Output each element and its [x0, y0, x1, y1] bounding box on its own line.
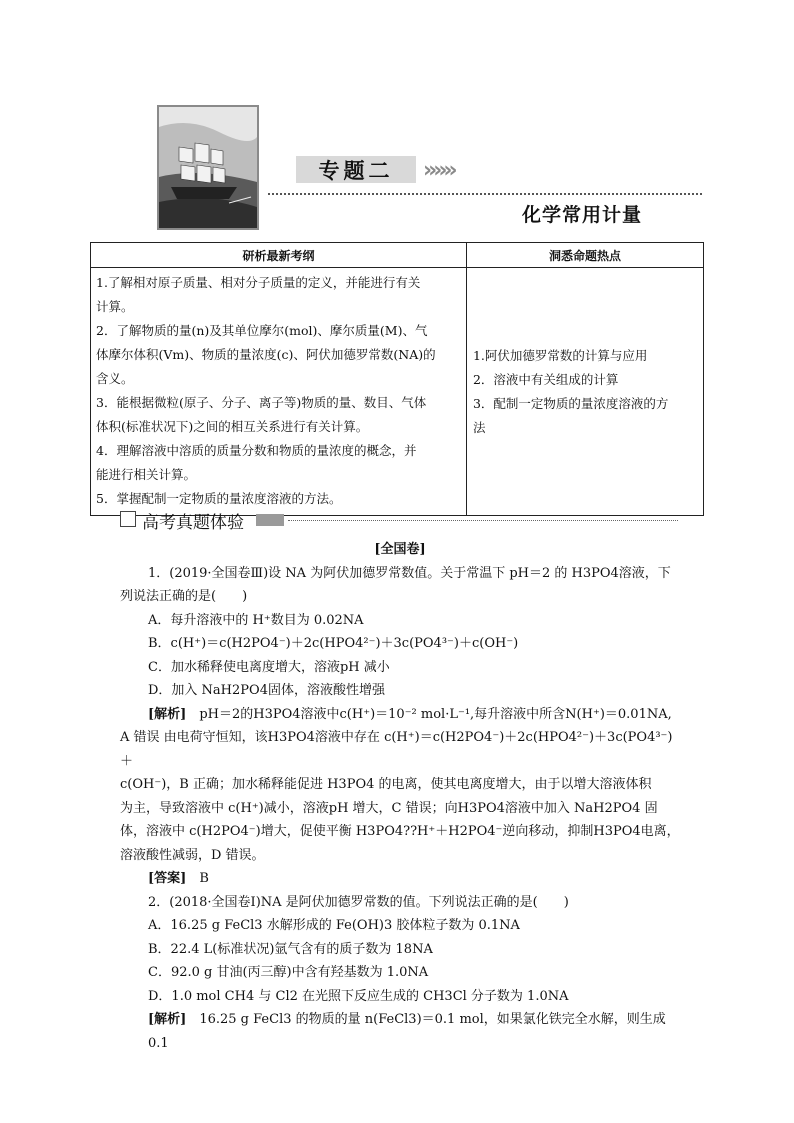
hotspot-line: 1.阿伏加德罗常数的计算与应用 — [472, 347, 648, 363]
dotted-divider — [268, 193, 702, 195]
outline-line: 计算。 — [96, 299, 134, 314]
chapter-title: 化学常用计量 — [522, 204, 643, 226]
outline-line: 含义。 — [96, 371, 134, 386]
q2-option-c: C．92.0 g 甘油(丙三醇)中含有羟基数为 1.0NA — [148, 965, 429, 980]
col-header-hotspots: 洞悉命题热点 — [466, 243, 703, 268]
q1-option-a: A．每升溶液中的 H⁺数目为 0.02NA — [148, 612, 364, 628]
q1-analysis-line: 体，溶液中 c(H2PO4⁻)增大，促使平衡 H3PO4??H⁺＋H2PO4⁻逆向移动，抑制H3PO4电离， — [120, 824, 680, 839]
q1-option-c: C．加水稀释使电离度增大，溶液pH 减小 — [148, 659, 390, 675]
q2-stem: 2．(2018·全国卷Ⅰ)NA 是阿伏加德罗常数的值。下列说法正确的是( ) — [148, 894, 569, 910]
q1-answer: [答案] B — [148, 871, 209, 886]
sailing-ship-photo — [157, 105, 259, 230]
outline-line: 3．能根据微粒(原子、分子、离子等)物质的量、数目、气体 — [96, 395, 427, 410]
analysis-tag: [解析] — [148, 706, 187, 722]
syllabus-table — [90, 242, 704, 516]
outline-line: 体积(标准状况下)之间的相互关系进行有关计算。 — [96, 419, 369, 434]
outline-line: 1.了解相对原子质量、相对分子质量的定义，并能进行有关 — [96, 275, 421, 290]
col-header-outline: 研析最新考纲 — [91, 243, 467, 268]
outline-line: 能进行相关计算。 — [96, 467, 197, 482]
q2-option-b: B．22.4 L(标准状况)氩气含有的质子数为 18NA — [148, 941, 433, 957]
q2-option-a: A．16.25 g FeCl3 水解形成的 Fe(OH)3 胶体粒子数为 0.1NA — [148, 918, 520, 933]
q1-analysis-line: 为主，导致溶液中 c(H⁺)减小，溶液pH 增大，C 错误；向H3PO4溶液中加入 NaH2PO4 固 — [120, 800, 658, 816]
q2-analysis: [解析] 16.25 g FeCl3 的物质的量 n(FeCl3)＝0.1 mol，如果氯化铁完全水解，则生成 0.1 — [148, 1012, 666, 1051]
section-accent — [256, 514, 284, 526]
outline-line: 4．理解溶液中溶质的质量分数和物质的量浓度的概念，并 — [96, 443, 417, 458]
q1-analysis-line: 溶液酸性减弱，D 错误。 — [120, 847, 265, 863]
analysis-tag: [解析] — [148, 1012, 187, 1027]
q1-stem-cont: 列说法正确的是( ) — [120, 589, 248, 604]
outline-line: 2．了解物质的量(n)及其单位摩尔(mol)、摩尔质量(M)、气 — [96, 323, 428, 338]
outline-line: 体摩尔体积(Vm)、物质的量浓度(c)、阿伏加德罗常数(NA)的 — [96, 347, 436, 362]
q1-analysis-line: c(OH⁻)，B 正确；加水稀释能促进 H3PO4 的电离，使其电离度增大，由于以增大溶液体积 — [120, 777, 652, 792]
section-rule — [288, 520, 678, 521]
q1-stem: 1．(2019·全国卷Ⅲ)设 NA 为阿伏加德罗常数值。关于常温下 pH＝2 的 H3PO4溶液，下 — [148, 565, 671, 581]
section-header — [118, 508, 680, 533]
hotspot-line: 法 — [472, 419, 486, 435]
q1-analysis-line: A 错误 由电荷守恒知，该H3PO4溶液中存在 c(H⁺)＝c(H2PO4⁻)＋2c(HPO4²⁻)＋3c(PO4³⁻)＋ — [120, 730, 673, 769]
q1-option-b: B．c(H⁺)＝c(H2PO4⁻)＋2c(HPO4²⁻)＋3c(PO4³⁻)＋c(OH⁻) — [148, 636, 519, 651]
hotspot-line: 2．溶液中有关组成的计算 — [472, 371, 619, 387]
outline-line: 5．掌握配制一定物质的量浓度溶液的方法。 — [96, 491, 342, 506]
q1-analysis: [解析] pH＝2的H3PO4溶液中c(H⁺)＝10⁻² mol·L⁻¹,每升溶液中所含N(H⁺)＝0.01NA, — [148, 706, 672, 722]
answer-tag: [答案] — [148, 871, 187, 886]
exam-content — [120, 538, 680, 1055]
national-label: [全国卷] — [374, 542, 426, 557]
chevron-right-icon: »»» — [423, 158, 454, 183]
section-title: 高考真题体验 — [142, 513, 244, 533]
hotspot-cell — [466, 268, 703, 516]
hotspot-line: 3．配制一定物质的量浓度溶液的方 — [472, 395, 669, 411]
arrow-box-icon — [120, 511, 136, 527]
topic-label: 专题二 — [296, 156, 416, 183]
q1-option-d: D．加入 NaH2PO4固体，溶液酸性增强 — [148, 683, 385, 698]
outline-cell — [91, 268, 467, 516]
q2-option-d: D．1.0 mol CH4 与 Cl2 在光照下反应生成的 CH3Cl 分子数为 1.0NA — [148, 988, 569, 1004]
